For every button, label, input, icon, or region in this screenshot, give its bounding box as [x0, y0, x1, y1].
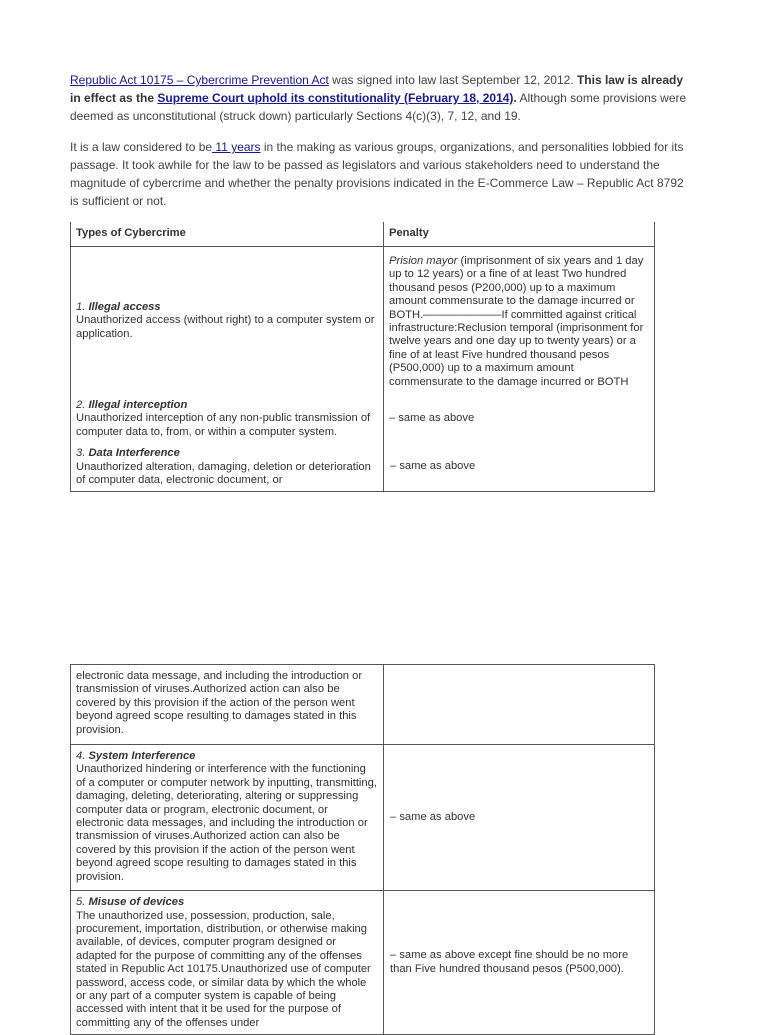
- penalty-cell: – same as above except fine should be no more than Five hundred thousand pesos (P500,000).: [390, 949, 629, 975]
- penalty-cell-empty: [384, 665, 655, 745]
- table-row: [71, 247, 655, 396]
- crime-title: System Interference: [88, 750, 196, 763]
- table-row: [71, 443, 655, 491]
- crime-title: Data Interference: [88, 447, 180, 460]
- crime-number: 2.: [76, 399, 89, 412]
- penalty-cell: – same as above: [389, 412, 475, 425]
- crime-cell: [71, 745, 384, 891]
- eleven-years-link[interactable]: 11 years: [212, 140, 261, 154]
- table-row: [71, 665, 655, 745]
- crime-description: Unauthorized interception of any non-public transmission of computer data to, from, or within a computer system.: [76, 412, 371, 438]
- history-text-a: It is a law considered to be: [70, 140, 213, 154]
- intro-text-b: Although some provisions were deemed as unconstitutional (struck down) particularly Sections 4(c)(3), 7, 12, and 19.: [70, 91, 687, 123]
- table-header-row: [71, 222, 655, 247]
- crime-description: The unauthorized use, possession, production, sale, procurement, importation, distribution, or otherwise making available, of devices, computer program designed or adapted for the purpose of committing any of the offenses stated in Republic Act 10175.Unauthorized use of computer password, access code, or similar data by which the whole or any part of a computer system is capable of being accessed with intent that it be used for the purpose of committing any of the offenses under: [76, 909, 371, 1029]
- header-types: Types of Cybercrime: [71, 222, 384, 247]
- table-row: [71, 745, 655, 891]
- crime-title: Illegal interception: [88, 399, 188, 412]
- penalty-text: (imprisonment of six years and 1 day up to 12 years) or a fine of at least Two hundred thousand pesos (P200,000) up to a maximum amount commensurate to the damage incurred or BOTH.———————If committed against critical infrastructure:Reclusion temporal (imprisonment for twelve years and one day up to twenty years) or a fine of at least Five hundred thousand pesos (P500,000) up to a maximum amount commensurate to the damage incurred or BOTH: [389, 255, 644, 388]
- supreme-court-link[interactable]: Supreme Court uphold its constitutionality (February 18, 2014): [157, 91, 514, 105]
- crime-number: 5.: [76, 896, 89, 909]
- crime-cell: [71, 395, 384, 443]
- penalty-italic: Prision mayor: [389, 255, 458, 267]
- crime-cell: [71, 891, 384, 1035]
- header-penalty: Penalty: [384, 222, 655, 247]
- cybercrime-table-continued: [70, 664, 655, 1035]
- intro-bold-b: .: [513, 91, 517, 105]
- penalty-cell: – same as above: [384, 745, 655, 891]
- history-paragraph: [70, 138, 690, 210]
- table-row: [71, 395, 655, 443]
- penalty-cell: [384, 247, 655, 396]
- intro-text-a: was signed into law last September 12, 2012.: [328, 73, 577, 87]
- crime-number: 1.: [76, 300, 89, 313]
- crime-title: Misuse of devices: [88, 896, 185, 909]
- history-text-b: in the making as various groups, organizations, and personalities lobbied for its passage. It took awhile for the law to be passed as legislators and various stakeholders need to understand the magnitude of cybercrime and whether the penalty provisions indicated in the E-Commerce Law – Republic Act 8792 is sufficient or not.: [70, 140, 684, 208]
- penalty-cell: – same as above: [390, 460, 476, 473]
- cybercrime-act-link[interactable]: Republic Act 10175 – Cybercrime Prevention Act: [70, 73, 329, 87]
- intro-paragraph: [70, 71, 690, 125]
- continued-description: electronic data message, and including the introduction or transmission of viruses.Authorized action can also be covered by this provision if the action of the person went beyond agreed scope resulting to damages stated in this provision.: [71, 665, 384, 745]
- cybercrime-table: [70, 222, 655, 492]
- crime-cell: [71, 443, 384, 491]
- crime-number: 3.: [76, 447, 89, 460]
- crime-description: Unauthorized access (without right) to a computer system or application.: [76, 314, 375, 340]
- crime-number: 4.: [76, 750, 89, 763]
- crime-description: Unauthorized alteration, damaging, deletion or deterioration of computer data, electronic document, or: [76, 460, 371, 487]
- table-row: [71, 891, 655, 1035]
- crime-title: Illegal access: [88, 300, 161, 313]
- crime-description: Unauthorized hindering or interference with the functioning of a computer or computer network by inputting, transmitting, damaging, deleting, deteriorating, altering or suppressing computer data or program, electronic document, or electronic data messages, and including the introduction or transmission of viruses.Authorized action can also be covered by this provision if the action of the person went beyond agreed scope resulting to damages stated in this provision.: [76, 763, 377, 883]
- crime-cell: [71, 247, 384, 396]
- intro-bold-a: This law is already in effect as the: [70, 73, 684, 105]
